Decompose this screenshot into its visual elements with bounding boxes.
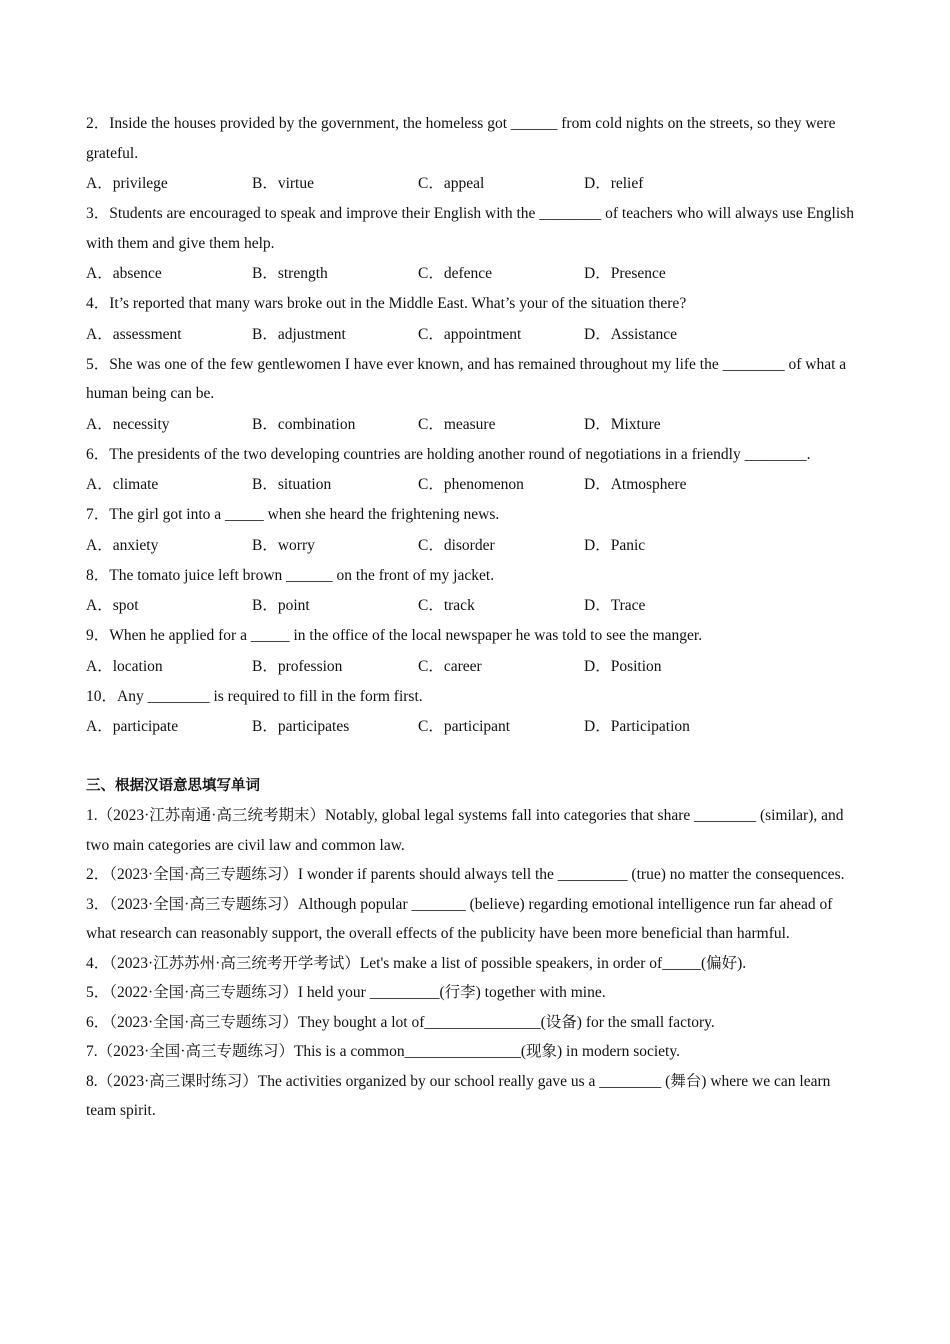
option-c: C．defence bbox=[418, 265, 493, 282]
section-3-title: 三、根据汉语意思填写单词 bbox=[86, 778, 260, 794]
question-stem: 3．Students are encouraged to speak and improve their English with the ________ of teachers who will always use English with them and give them help. bbox=[86, 205, 854, 252]
option-c: C．track bbox=[418, 597, 475, 614]
mc-question-5 bbox=[86, 350, 864, 440]
option-c: C．appointment bbox=[418, 325, 522, 343]
question-stem: 5．She was one of the few gentlewomen I have ever known, and has remained throughout my life the ________ of what a human being can be. bbox=[86, 355, 847, 402]
option-b: B．participates bbox=[252, 718, 350, 735]
mc-question-3 bbox=[86, 199, 864, 289]
mc-question-8 bbox=[86, 561, 864, 622]
option-b: B．adjustment bbox=[252, 325, 346, 343]
option-a: A．privilege bbox=[86, 175, 168, 192]
options-row bbox=[86, 319, 864, 350]
mc-question-9 bbox=[86, 621, 864, 682]
option-b: B．worry bbox=[252, 536, 315, 554]
option-b: B．point bbox=[252, 597, 310, 614]
question-stem: 9．When he applied for a _____ in the office of the local newspaper he was told to see the manger. bbox=[86, 627, 703, 644]
option-d: D．relief bbox=[584, 175, 644, 192]
option-d: D．Panic bbox=[584, 536, 646, 554]
options-row bbox=[86, 711, 864, 742]
mc-question-7 bbox=[86, 500, 864, 561]
question-stem: 7．The girl got into a _____ when she heard the frightening news. bbox=[86, 506, 500, 523]
option-b: B．profession bbox=[252, 657, 343, 675]
option-a: A．participate bbox=[86, 718, 179, 735]
option-b: B．strength bbox=[252, 265, 328, 282]
option-a: A．spot bbox=[86, 597, 139, 614]
fill-item-7: 7.（2023·全国·高三专题练习）This is a common_______________(现象) in modern society. bbox=[86, 1043, 680, 1060]
option-c: C．participant bbox=[418, 718, 511, 735]
option-a: A．location bbox=[86, 657, 163, 675]
option-b: B．combination bbox=[252, 415, 356, 433]
option-d: D．Position bbox=[584, 657, 662, 675]
option-d: D．Atmosphere bbox=[584, 476, 687, 493]
options-row bbox=[86, 590, 864, 621]
option-a: A．absence bbox=[86, 265, 162, 282]
options-row bbox=[86, 168, 864, 199]
option-d: D．Trace bbox=[584, 597, 646, 614]
option-c: C．phenomenon bbox=[418, 476, 524, 493]
option-a: A．climate bbox=[86, 476, 159, 493]
fill-in-section bbox=[86, 801, 864, 1126]
option-a: A．necessity bbox=[86, 415, 170, 433]
option-b: B．virtue bbox=[252, 175, 314, 192]
option-d: D．Mixture bbox=[584, 415, 661, 433]
mc-question-4 bbox=[86, 289, 864, 350]
fill-item-4: 4．（2023·江苏苏州·高三统考开学考试）Let's make a list of possible speakers, in order of_____(偏好). bbox=[86, 954, 747, 972]
options-row bbox=[86, 409, 864, 440]
options-row bbox=[86, 530, 864, 561]
fill-item-6: 6．（2023·全国·高三专题练习）They bought a lot of_______________(设备) for the small factory. bbox=[86, 1013, 715, 1031]
question-stem: 8．The tomato juice left brown ______ on the front of my jacket. bbox=[86, 566, 495, 584]
question-stem: 10．Any ________ is required to fill in the form first. bbox=[86, 687, 423, 705]
mc-question-10 bbox=[86, 682, 864, 743]
mc-question-6 bbox=[86, 440, 864, 501]
document-page bbox=[86, 109, 864, 1126]
option-c: C．career bbox=[418, 657, 482, 675]
option-b: B．situation bbox=[252, 476, 332, 493]
fill-item-2: 2．（2023·全国·高三专题练习）I wonder if parents should always tell the _________ (true) no matter the consequences. bbox=[86, 866, 845, 883]
options-row bbox=[86, 651, 864, 682]
options-row bbox=[86, 469, 864, 500]
fill-item-1: 1.（2023·江苏南通·高三统考期末）Notably, global legal systems fall into categories that share ________ (similar), and two main categories are civil law and common law. bbox=[86, 807, 844, 854]
question-stem: 4．It’s reported that many wars broke out in the Middle East. What’s your of the situation there? bbox=[86, 295, 687, 312]
question-stem: 6．The presidents of the two developing countries are holding another round of negotiations in a friendly ________. bbox=[86, 445, 811, 463]
fill-item-3: 3．（2023·全国·高三专题练习）Although popular _______ (believe) regarding emotional intelligence run far ahead of what research can reasonably support, the overall effects of the publicity have been more beneficial than harmful. bbox=[86, 895, 833, 942]
fill-item-5: 5．（2022·全国·高三专题练习）I held your _________(行李) together with mine. bbox=[86, 984, 606, 1001]
option-d: D．Presence bbox=[584, 265, 666, 282]
option-a: A．anxiety bbox=[86, 536, 159, 554]
fill-item-8: 8.（2023·高三课时练习）The activities organized by our school really gave us a ________ (舞台) where we can learn team spirit. bbox=[86, 1072, 831, 1119]
mc-question-2 bbox=[86, 109, 864, 199]
question-stem: 2．Inside the houses provided by the government, the homeless got ______ from cold nights on the streets, so they were grateful. bbox=[86, 115, 836, 162]
options-row bbox=[86, 258, 864, 289]
option-d: D．Participation bbox=[584, 718, 690, 735]
option-c: C．appeal bbox=[418, 175, 485, 192]
option-a: A．assessment bbox=[86, 325, 182, 343]
option-d: D．Assistance bbox=[584, 325, 677, 343]
option-c: C．measure bbox=[418, 415, 496, 433]
option-c: C．disorder bbox=[418, 536, 495, 554]
